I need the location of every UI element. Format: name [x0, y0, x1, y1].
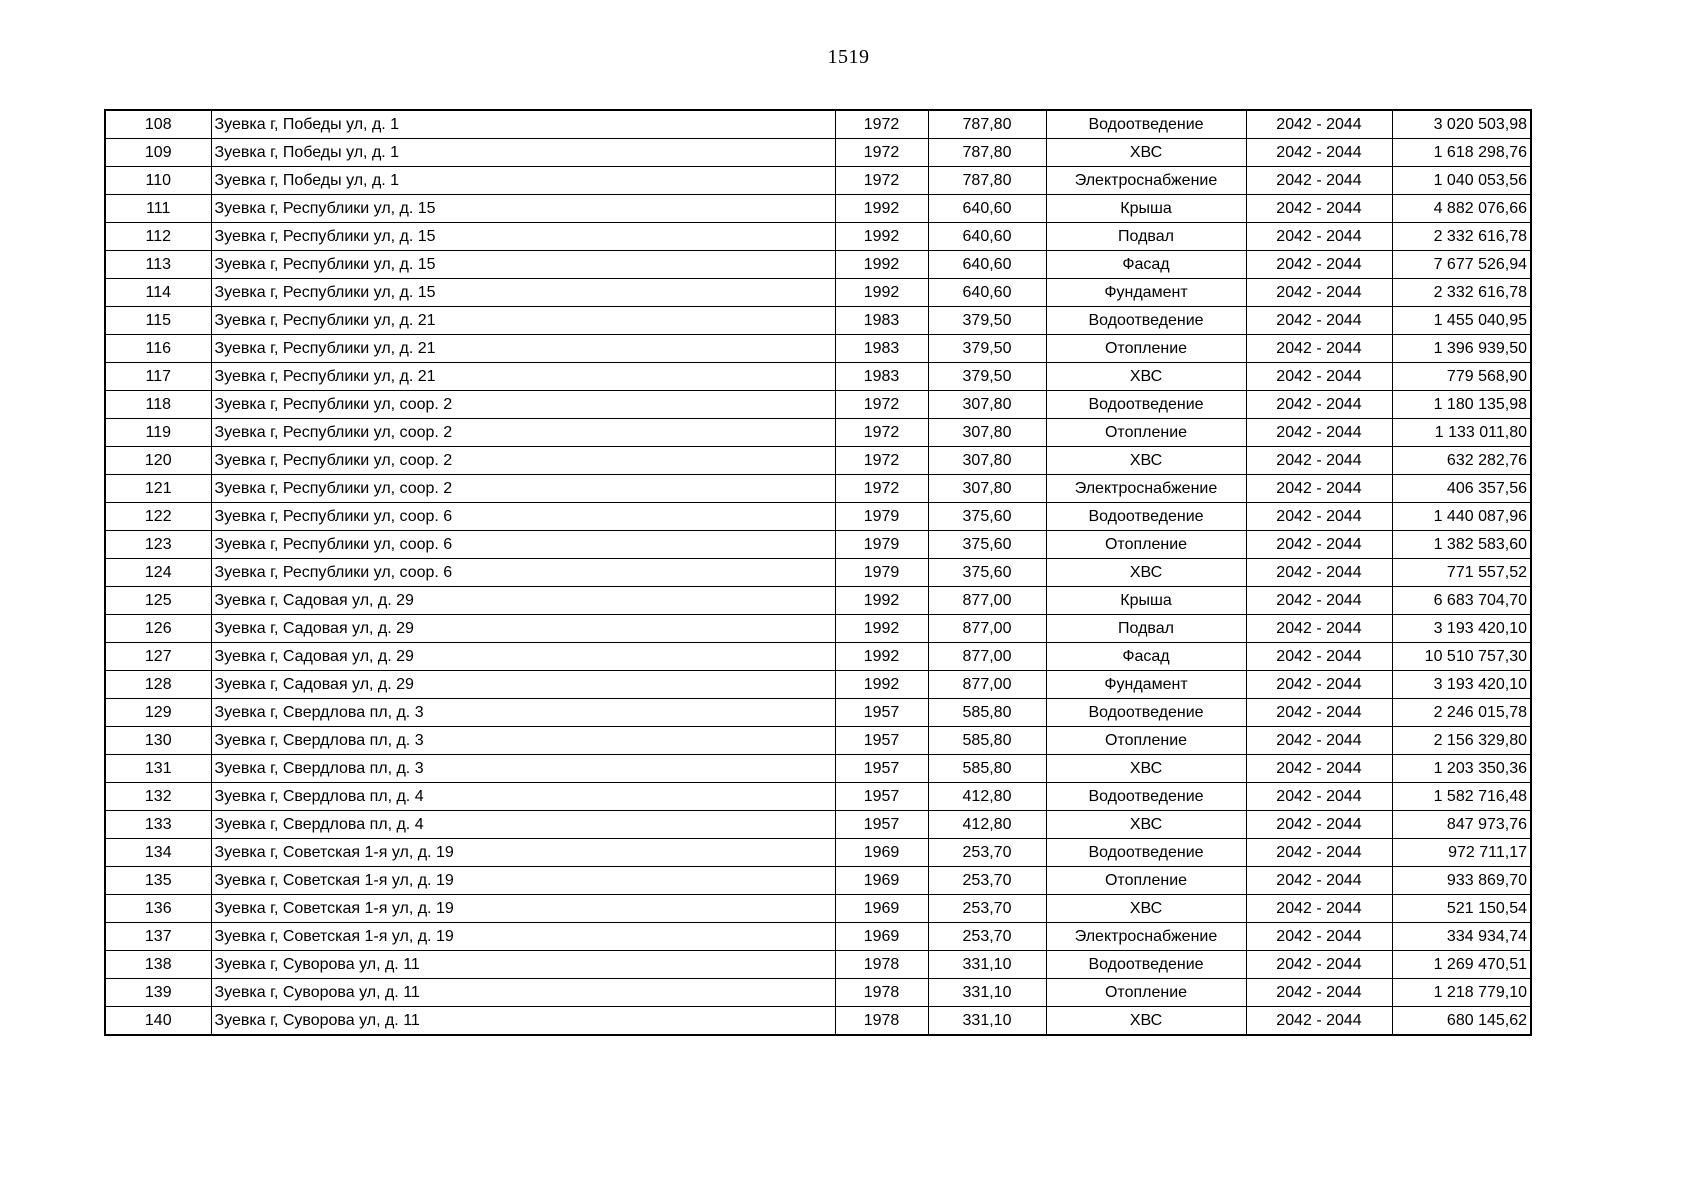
period-cell: 2042 - 2044	[1246, 307, 1392, 335]
year-built-cell: 1992	[835, 251, 928, 279]
work-type-cell: ХВС	[1046, 139, 1246, 167]
table-row	[105, 867, 1531, 895]
cost-cell: 7 677 526,94	[1392, 251, 1531, 279]
area-cell: 253,70	[928, 895, 1046, 923]
address-cell: Зуевка г, Советская 1-я ул, д. 19	[211, 867, 835, 895]
period-cell: 2042 - 2044	[1246, 335, 1392, 363]
cost-cell: 10 510 757,30	[1392, 643, 1531, 671]
row-number-cell: 116	[105, 335, 211, 363]
year-built-cell: 1969	[835, 839, 928, 867]
year-built-cell: 1992	[835, 279, 928, 307]
address-cell: Зуевка г, Республики ул, соор. 2	[211, 419, 835, 447]
work-type-cell: Отопление	[1046, 419, 1246, 447]
row-number-cell: 109	[105, 139, 211, 167]
table-row	[105, 251, 1531, 279]
cost-cell: 521 150,54	[1392, 895, 1531, 923]
area-cell: 787,80	[928, 139, 1046, 167]
work-type-cell: Отопление	[1046, 727, 1246, 755]
year-built-cell: 1978	[835, 979, 928, 1007]
period-cell: 2042 - 2044	[1246, 223, 1392, 251]
table-row	[105, 475, 1531, 503]
cost-cell: 2 156 329,80	[1392, 727, 1531, 755]
address-cell: Зуевка г, Свердлова пл, д. 3	[211, 699, 835, 727]
row-number-cell: 126	[105, 615, 211, 643]
area-cell: 787,80	[928, 167, 1046, 195]
cost-cell: 847 973,76	[1392, 811, 1531, 839]
address-cell: Зуевка г, Республики ул, д. 15	[211, 195, 835, 223]
work-type-cell: Электроснабжение	[1046, 167, 1246, 195]
row-number-cell: 128	[105, 671, 211, 699]
row-number-cell: 113	[105, 251, 211, 279]
table-row	[105, 895, 1531, 923]
year-built-cell: 1957	[835, 699, 928, 727]
row-number-cell: 123	[105, 531, 211, 559]
row-number-cell: 117	[105, 363, 211, 391]
table-row	[105, 587, 1531, 615]
cost-cell: 2 332 616,78	[1392, 223, 1531, 251]
row-number-cell: 120	[105, 447, 211, 475]
address-cell: Зуевка г, Свердлова пл, д. 4	[211, 783, 835, 811]
address-cell: Зуевка г, Республики ул, д. 21	[211, 307, 835, 335]
row-number-cell: 115	[105, 307, 211, 335]
row-number-cell: 136	[105, 895, 211, 923]
period-cell: 2042 - 2044	[1246, 447, 1392, 475]
cost-cell: 1 203 350,36	[1392, 755, 1531, 783]
table-row	[105, 727, 1531, 755]
period-cell: 2042 - 2044	[1246, 110, 1392, 139]
table-row	[105, 559, 1531, 587]
address-cell: Зуевка г, Республики ул, д. 21	[211, 335, 835, 363]
work-type-cell: Водоотведение	[1046, 391, 1246, 419]
year-built-cell: 1969	[835, 923, 928, 951]
address-cell: Зуевка г, Республики ул, соор. 6	[211, 503, 835, 531]
row-number-cell: 122	[105, 503, 211, 531]
year-built-cell: 1983	[835, 363, 928, 391]
cost-cell: 680 145,62	[1392, 1007, 1531, 1036]
period-cell: 2042 - 2044	[1246, 923, 1392, 951]
period-cell: 2042 - 2044	[1246, 839, 1392, 867]
address-cell: Зуевка г, Республики ул, д. 15	[211, 251, 835, 279]
work-type-cell: Водоотведение	[1046, 951, 1246, 979]
year-built-cell: 1969	[835, 867, 928, 895]
area-cell: 585,80	[928, 699, 1046, 727]
area-cell: 585,80	[928, 727, 1046, 755]
table-row	[105, 447, 1531, 475]
row-number-cell: 139	[105, 979, 211, 1007]
period-cell: 2042 - 2044	[1246, 755, 1392, 783]
row-number-cell: 124	[105, 559, 211, 587]
cost-cell: 779 568,90	[1392, 363, 1531, 391]
cost-cell: 1 133 011,80	[1392, 419, 1531, 447]
row-number-cell: 130	[105, 727, 211, 755]
address-cell: Зуевка г, Суворова ул, д. 11	[211, 951, 835, 979]
table-row	[105, 307, 1531, 335]
address-cell: Зуевка г, Республики ул, д. 15	[211, 223, 835, 251]
period-cell: 2042 - 2044	[1246, 419, 1392, 447]
row-number-cell: 132	[105, 783, 211, 811]
table-row	[105, 783, 1531, 811]
work-type-cell: ХВС	[1046, 1007, 1246, 1036]
area-cell: 877,00	[928, 615, 1046, 643]
row-number-cell: 129	[105, 699, 211, 727]
cost-cell: 1 396 939,50	[1392, 335, 1531, 363]
cost-cell: 334 934,74	[1392, 923, 1531, 951]
table-row	[105, 923, 1531, 951]
cost-cell: 2 246 015,78	[1392, 699, 1531, 727]
table-row	[105, 755, 1531, 783]
table-row	[105, 615, 1531, 643]
year-built-cell: 1972	[835, 447, 928, 475]
address-cell: Зуевка г, Суворова ул, д. 11	[211, 979, 835, 1007]
area-cell: 877,00	[928, 587, 1046, 615]
area-cell: 307,80	[928, 419, 1046, 447]
address-cell: Зуевка г, Победы ул, д. 1	[211, 110, 835, 139]
row-number-cell: 125	[105, 587, 211, 615]
period-cell: 2042 - 2044	[1246, 699, 1392, 727]
address-cell: Зуевка г, Республики ул, соор. 2	[211, 447, 835, 475]
row-number-cell: 140	[105, 1007, 211, 1036]
table-row	[105, 979, 1531, 1007]
area-cell: 331,10	[928, 951, 1046, 979]
address-cell: Зуевка г, Садовая ул, д. 29	[211, 643, 835, 671]
area-cell: 412,80	[928, 811, 1046, 839]
area-cell: 640,60	[928, 251, 1046, 279]
row-number-cell: 118	[105, 391, 211, 419]
work-type-cell: Водоотведение	[1046, 110, 1246, 139]
cost-cell: 1 269 470,51	[1392, 951, 1531, 979]
row-number-cell: 112	[105, 223, 211, 251]
year-built-cell: 1972	[835, 110, 928, 139]
work-type-cell: ХВС	[1046, 447, 1246, 475]
year-built-cell: 1957	[835, 783, 928, 811]
table-row	[105, 419, 1531, 447]
address-cell: Зуевка г, Суворова ул, д. 11	[211, 1007, 835, 1036]
row-number-cell: 110	[105, 167, 211, 195]
work-type-cell: Фасад	[1046, 643, 1246, 671]
cost-cell: 2 332 616,78	[1392, 279, 1531, 307]
address-cell: Зуевка г, Садовая ул, д. 29	[211, 615, 835, 643]
row-number-cell: 114	[105, 279, 211, 307]
table-row	[105, 503, 1531, 531]
address-cell: Зуевка г, Свердлова пл, д. 3	[211, 727, 835, 755]
period-cell: 2042 - 2044	[1246, 671, 1392, 699]
cost-cell: 1 618 298,76	[1392, 139, 1531, 167]
address-cell: Зуевка г, Свердлова пл, д. 4	[211, 811, 835, 839]
year-built-cell: 1972	[835, 391, 928, 419]
cost-cell: 1 440 087,96	[1392, 503, 1531, 531]
cost-cell: 3 020 503,98	[1392, 110, 1531, 139]
year-built-cell: 1978	[835, 1007, 928, 1036]
area-cell: 877,00	[928, 671, 1046, 699]
work-type-cell: Отопление	[1046, 531, 1246, 559]
row-number-cell: 111	[105, 195, 211, 223]
work-type-cell: Водоотведение	[1046, 503, 1246, 531]
period-cell: 2042 - 2044	[1246, 279, 1392, 307]
period-cell: 2042 - 2044	[1246, 475, 1392, 503]
area-cell: 331,10	[928, 979, 1046, 1007]
period-cell: 2042 - 2044	[1246, 531, 1392, 559]
period-cell: 2042 - 2044	[1246, 251, 1392, 279]
row-number-cell: 133	[105, 811, 211, 839]
table-row	[105, 839, 1531, 867]
table-row	[105, 195, 1531, 223]
area-cell: 253,70	[928, 867, 1046, 895]
table-row	[105, 671, 1531, 699]
year-built-cell: 1972	[835, 419, 928, 447]
row-number-cell: 121	[105, 475, 211, 503]
period-cell: 2042 - 2044	[1246, 811, 1392, 839]
area-cell: 307,80	[928, 447, 1046, 475]
period-cell: 2042 - 2044	[1246, 559, 1392, 587]
table-row	[105, 391, 1531, 419]
address-cell: Зуевка г, Победы ул, д. 1	[211, 167, 835, 195]
year-built-cell: 1972	[835, 475, 928, 503]
area-cell: 787,80	[928, 110, 1046, 139]
area-cell: 375,60	[928, 559, 1046, 587]
area-cell: 307,80	[928, 475, 1046, 503]
work-type-cell: Отопление	[1046, 867, 1246, 895]
cost-cell: 4 882 076,66	[1392, 195, 1531, 223]
area-cell: 379,50	[928, 363, 1046, 391]
cost-cell: 972 711,17	[1392, 839, 1531, 867]
work-type-cell: Отопление	[1046, 335, 1246, 363]
row-number-cell: 135	[105, 867, 211, 895]
table-row	[105, 335, 1531, 363]
work-type-cell: Водоотведение	[1046, 307, 1246, 335]
work-type-cell: Подвал	[1046, 223, 1246, 251]
row-number-cell: 138	[105, 951, 211, 979]
period-cell: 2042 - 2044	[1246, 643, 1392, 671]
row-number-cell: 137	[105, 923, 211, 951]
year-built-cell: 1983	[835, 335, 928, 363]
address-cell: Зуевка г, Садовая ул, д. 29	[211, 671, 835, 699]
area-cell: 375,60	[928, 503, 1046, 531]
period-cell: 2042 - 2044	[1246, 587, 1392, 615]
work-type-cell: Электроснабжение	[1046, 475, 1246, 503]
period-cell: 2042 - 2044	[1246, 167, 1392, 195]
address-cell: Зуевка г, Республики ул, д. 21	[211, 363, 835, 391]
year-built-cell: 1969	[835, 895, 928, 923]
year-built-cell: 1992	[835, 671, 928, 699]
year-built-cell: 1957	[835, 755, 928, 783]
period-cell: 2042 - 2044	[1246, 979, 1392, 1007]
address-cell: Зуевка г, Советская 1-я ул, д. 19	[211, 895, 835, 923]
work-type-cell: Подвал	[1046, 615, 1246, 643]
year-built-cell: 1992	[835, 615, 928, 643]
area-cell: 307,80	[928, 391, 1046, 419]
table-row	[105, 223, 1531, 251]
period-cell: 2042 - 2044	[1246, 951, 1392, 979]
period-cell: 2042 - 2044	[1246, 615, 1392, 643]
work-type-cell: Водоотведение	[1046, 839, 1246, 867]
year-built-cell: 1972	[835, 167, 928, 195]
cost-cell: 933 869,70	[1392, 867, 1531, 895]
cost-cell: 1 218 779,10	[1392, 979, 1531, 1007]
area-cell: 253,70	[928, 839, 1046, 867]
period-cell: 2042 - 2044	[1246, 895, 1392, 923]
cost-cell: 6 683 704,70	[1392, 587, 1531, 615]
period-cell: 2042 - 2044	[1246, 727, 1392, 755]
cost-cell: 406 357,56	[1392, 475, 1531, 503]
area-cell: 379,50	[928, 307, 1046, 335]
year-built-cell: 1957	[835, 727, 928, 755]
work-type-cell: Фундамент	[1046, 279, 1246, 307]
year-built-cell: 1992	[835, 587, 928, 615]
cost-cell: 3 193 420,10	[1392, 615, 1531, 643]
work-type-cell: Фундамент	[1046, 671, 1246, 699]
period-cell: 2042 - 2044	[1246, 783, 1392, 811]
cost-cell: 1 180 135,98	[1392, 391, 1531, 419]
area-cell: 640,60	[928, 223, 1046, 251]
row-number-cell: 119	[105, 419, 211, 447]
address-cell: Зуевка г, Республики ул, соор. 6	[211, 531, 835, 559]
year-built-cell: 1957	[835, 811, 928, 839]
period-cell: 2042 - 2044	[1246, 391, 1392, 419]
work-type-cell: Фасад	[1046, 251, 1246, 279]
address-cell: Зуевка г, Свердлова пл, д. 3	[211, 755, 835, 783]
year-built-cell: 1978	[835, 951, 928, 979]
table-row	[105, 139, 1531, 167]
address-cell: Зуевка г, Республики ул, соор. 6	[211, 559, 835, 587]
work-type-cell: ХВС	[1046, 755, 1246, 783]
row-number-cell: 127	[105, 643, 211, 671]
address-cell: Зуевка г, Победы ул, д. 1	[211, 139, 835, 167]
address-cell: Зуевка г, Республики ул, соор. 2	[211, 475, 835, 503]
cost-cell: 1 382 583,60	[1392, 531, 1531, 559]
row-number-cell: 134	[105, 839, 211, 867]
address-cell: Зуевка г, Республики ул, соор. 2	[211, 391, 835, 419]
area-cell: 585,80	[928, 755, 1046, 783]
cost-cell: 632 282,76	[1392, 447, 1531, 475]
period-cell: 2042 - 2044	[1246, 867, 1392, 895]
period-cell: 2042 - 2044	[1246, 195, 1392, 223]
work-type-cell: Крыша	[1046, 195, 1246, 223]
area-cell: 379,50	[928, 335, 1046, 363]
cost-cell: 1 455 040,95	[1392, 307, 1531, 335]
row-number-cell: 108	[105, 110, 211, 139]
area-cell: 877,00	[928, 643, 1046, 671]
year-built-cell: 1972	[835, 139, 928, 167]
table-row	[105, 167, 1531, 195]
table-row	[105, 811, 1531, 839]
address-cell: Зуевка г, Республики ул, д. 15	[211, 279, 835, 307]
cost-cell: 1 040 053,56	[1392, 167, 1531, 195]
cost-cell: 771 557,52	[1392, 559, 1531, 587]
address-cell: Зуевка г, Советская 1-я ул, д. 19	[211, 839, 835, 867]
year-built-cell: 1992	[835, 195, 928, 223]
work-type-cell: Водоотведение	[1046, 783, 1246, 811]
table-row	[105, 110, 1531, 139]
area-cell: 640,60	[928, 195, 1046, 223]
table-row	[105, 279, 1531, 307]
table-row	[105, 699, 1531, 727]
period-cell: 2042 - 2044	[1246, 363, 1392, 391]
year-built-cell: 1979	[835, 531, 928, 559]
work-type-cell: Отопление	[1046, 979, 1246, 1007]
row-number-cell: 131	[105, 755, 211, 783]
page-number: 1519	[827, 46, 870, 68]
table-row	[105, 643, 1531, 671]
year-built-cell: 1992	[835, 643, 928, 671]
period-cell: 2042 - 2044	[1246, 503, 1392, 531]
work-type-cell: ХВС	[1046, 559, 1246, 587]
work-type-cell: Водоотведение	[1046, 699, 1246, 727]
area-cell: 331,10	[928, 1007, 1046, 1036]
year-built-cell: 1992	[835, 223, 928, 251]
table-body	[105, 110, 1531, 1035]
year-built-cell: 1983	[835, 307, 928, 335]
year-built-cell: 1979	[835, 559, 928, 587]
work-type-cell: Крыша	[1046, 587, 1246, 615]
capital-repair-table	[104, 109, 1532, 1036]
work-type-cell: ХВС	[1046, 895, 1246, 923]
table-row	[105, 951, 1531, 979]
table-row	[105, 1007, 1531, 1036]
cost-cell: 1 582 716,48	[1392, 783, 1531, 811]
year-built-cell: 1979	[835, 503, 928, 531]
work-type-cell: ХВС	[1046, 811, 1246, 839]
area-cell: 253,70	[928, 923, 1046, 951]
area-cell: 412,80	[928, 783, 1046, 811]
period-cell: 2042 - 2044	[1246, 139, 1392, 167]
period-cell: 2042 - 2044	[1246, 1007, 1392, 1036]
address-cell: Зуевка г, Садовая ул, д. 29	[211, 587, 835, 615]
table-row	[105, 531, 1531, 559]
work-type-cell: ХВС	[1046, 363, 1246, 391]
area-cell: 375,60	[928, 531, 1046, 559]
address-cell: Зуевка г, Советская 1-я ул, д. 19	[211, 923, 835, 951]
work-type-cell: Электроснабжение	[1046, 923, 1246, 951]
cost-cell: 3 193 420,10	[1392, 671, 1531, 699]
table-row	[105, 363, 1531, 391]
area-cell: 640,60	[928, 279, 1046, 307]
